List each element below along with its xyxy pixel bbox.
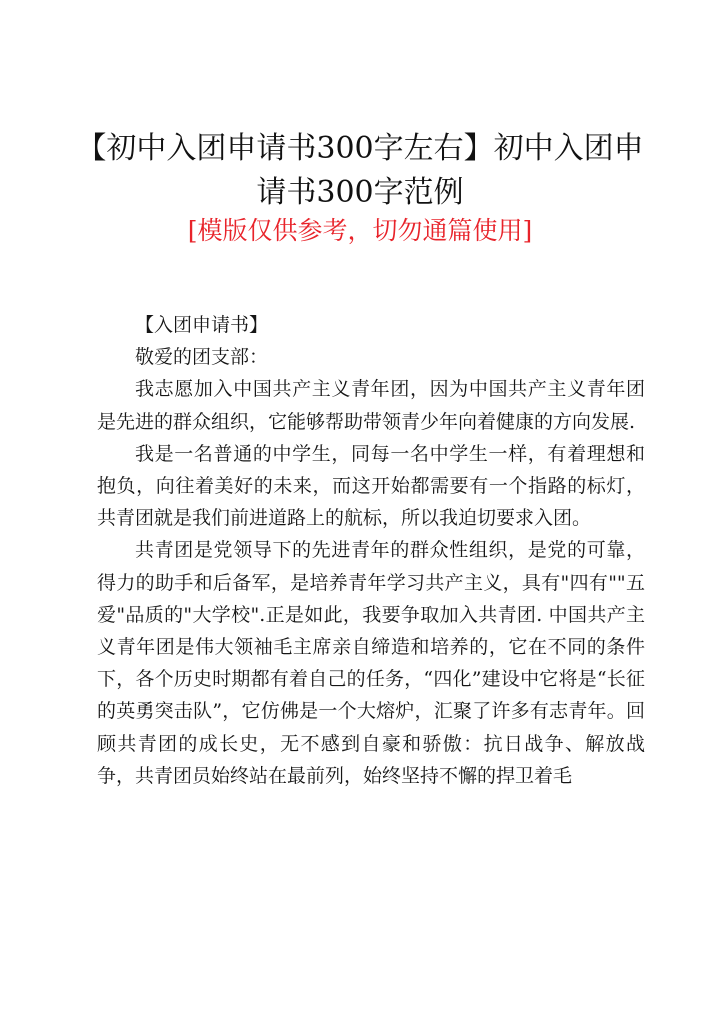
template-notice: [模版仅供参考，切勿通篇使用] [187,216,533,245]
document-title: 【初中入团申请书300字左右】初中入团申请书300字范例 [76,131,644,210]
section-heading: 【入团申请书】 [135,314,269,336]
body-paragraph: 我志愿加入中国共产主义青年团，因为中国共产主义青年团是先进的群众组织，它能够帮助带领青少年向着健康的方向发展. [97,378,645,433]
salutation: 敬爱的团支部： [135,346,269,369]
document-body [97,309,645,792]
body-paragraph: 我是一名普通的中学生，同每一名中学生一样，有着理想和抱负，向往着美好的未来，而这开始都需要有一个指路的标灯，共青团就是我们前进道路上的航标，所以我迫切要求入团。 [97,442,645,530]
body-paragraph: 共青团是党领导下的先进青年的群众性组织，是党的可靠，得力的助手和后备军，是培养青年学习共产主义，具有"四有""五爱"品质的"大学校".正是如此，我要争取加入共青团. 中国共产主义青年团是伟大领袖毛主席亲自缔造和培养的，它在不同的条件下，各个历史时期都有着自己的任务，“四化”建设中它将是“长征的英勇突击队”，它仿佛是一个大熔炉，汇聚了许多有志青年。回顾共青团的成长史，无不感到自豪和骄傲：抗日战争、解放战争，共青团员始终站在最前列，始终坚持不懈的捍卫着毛 [97,539,645,787]
